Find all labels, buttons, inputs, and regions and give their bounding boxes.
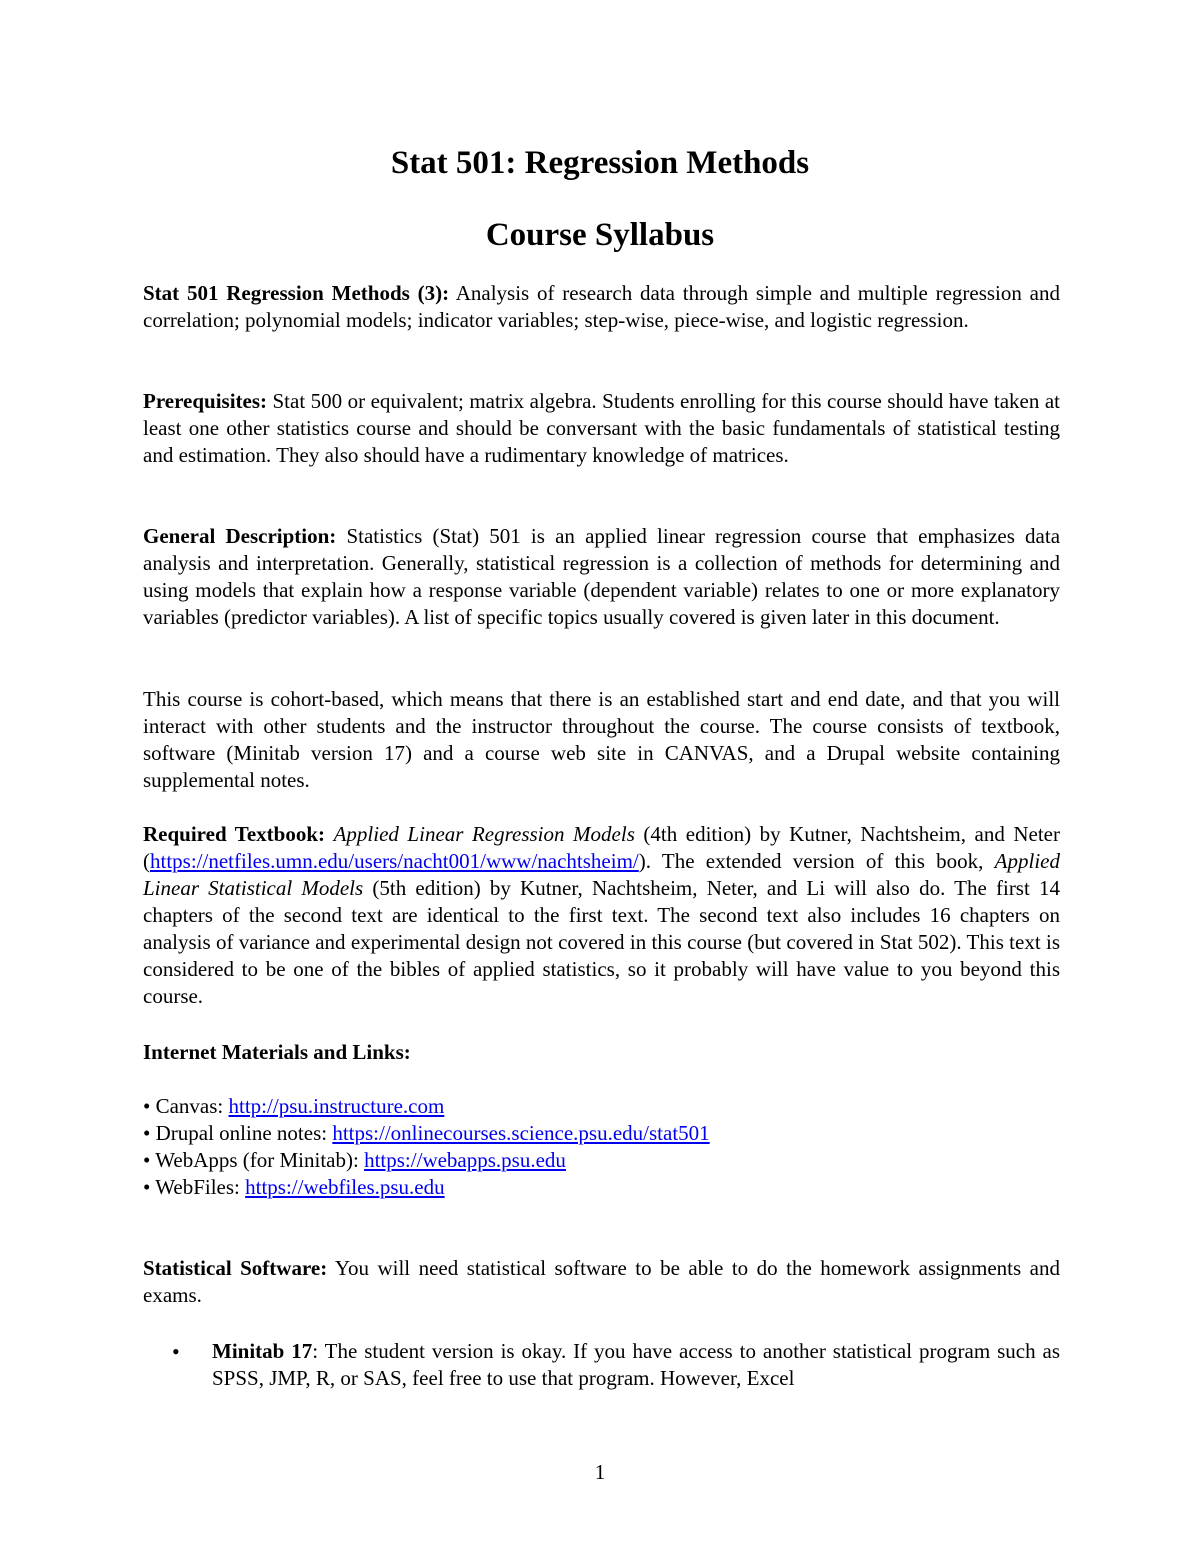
software-item-minitab: [212, 1338, 1060, 1392]
textbook-text-2: ). The extended version of this book,: [638, 849, 995, 873]
software-text: You will need statistical software to be able to do the homework assignments and exams.: [143, 1256, 1060, 1307]
internet-links-list: [143, 1093, 1060, 1201]
prerequisites-paragraph: [143, 388, 1060, 469]
bullet-icon: •: [143, 1094, 151, 1118]
list-item: [143, 1093, 1060, 1120]
textbook-title-extended: Applied Linear Statistical Models: [143, 849, 1060, 900]
course-description-paragraph: [143, 280, 1060, 334]
list-item: [143, 1120, 1060, 1147]
bullet-icon: •: [172, 1339, 180, 1364]
bullet-icon: •: [143, 1121, 151, 1145]
general-description-label: General Description:: [143, 524, 337, 548]
prerequisites-label: Prerequisites:: [143, 389, 268, 413]
page-title: Stat 501: Regression Methods: [390, 145, 810, 181]
textbook-title-primary: Applied Linear Regression Models: [333, 822, 635, 846]
textbook-author-link[interactable]: https://netfiles.umn.edu/users/nacht001/www/nachtsheim/: [150, 849, 639, 873]
canvas-link[interactable]: http://psu.instructure.com: [228, 1094, 445, 1118]
prerequisites-text: Stat 500 or equivalent; matrix algebra. Students enrolling for this course should have taken at least one other statistics course and should be conversant with the basic fundamentals of statistical testing and estimation. They also should have a rudimentary knowledge of matrices.: [143, 389, 1060, 467]
textbook-paragraph: [143, 821, 1060, 1010]
drupal-notes-link[interactable]: https://onlinecourses.science.psu.edu/stat501: [332, 1121, 710, 1145]
software-label: Statistical Software:: [143, 1256, 328, 1280]
cohort-paragraph: This course is cohort-based, which means that there is an established start and end date, and that you will interact with other students and the instructor throughout the course. The course consists of textbook, software (Minitab version 17) and a course web site in CANVAS, and a Drupal website containing supplemental notes.: [143, 687, 1060, 792]
page-number: 1: [594, 1460, 606, 1484]
internet-heading: [143, 1039, 1060, 1066]
textbook-text-1: (4th edition) by Kutner, Nachtsheim, and Neter (: [143, 822, 1060, 873]
software-paragraph: [143, 1255, 1060, 1309]
link-label: WebFiles:: [150, 1175, 246, 1199]
software-item-label: Minitab 17: [212, 1339, 313, 1363]
textbook-text-3: (5th edition) by Kutner, Nachtsheim, Neter, and Li will also do. The first 14 chapters of the second text are identical to the first text. The second text also includes 16 chapters on analysis of variance and experimental design not covered in this course (but covered in Stat 502). This text is considered to be one of the bibles of applied statistics, so it probably will have value to you beyond this course.: [143, 876, 1060, 1008]
list-item: [143, 1147, 1060, 1174]
bullet-icon: •: [143, 1148, 151, 1172]
page-subtitle: Course Syllabus: [485, 217, 715, 253]
link-label: Canvas:: [150, 1094, 229, 1118]
webapps-link[interactable]: https://webapps.psu.edu: [364, 1148, 566, 1172]
course-description-label: Stat 501 Regression Methods (3):: [143, 281, 450, 305]
link-label: WebApps (for Minitab):: [150, 1148, 365, 1172]
textbook-label: Required Textbook:: [143, 822, 326, 846]
list-item: [143, 1174, 1060, 1201]
link-label: Drupal online notes:: [150, 1121, 333, 1145]
software-item-text: : The student version is okay. If you have access to another statistical program such as SPSS, JMP, R, or SAS, feel free to use that program. However, Excel: [212, 1339, 1060, 1390]
general-description-paragraph: [143, 523, 1060, 631]
internet-heading-label: Internet Materials and Links:: [143, 1040, 411, 1064]
webfiles-link[interactable]: https://webfiles.psu.edu: [245, 1175, 445, 1199]
bullet-icon: •: [143, 1175, 151, 1199]
course-description-text: Analysis of research data through simple and multiple regression and correlation; polynomial models; indicator variables; step-wise, piece-wise, and logistic regression.: [143, 281, 1060, 332]
general-description-text: Statistics (Stat) 501 is an applied linear regression course that emphasizes data analysis and interpretation. Generally, statistical regression is a collection of methods for determining and using models that explain how a response variable (dependent variable) relates to one or more explanatory variables (predictor variables). A list of specific topics usually covered is given later in this document.: [143, 524, 1061, 629]
